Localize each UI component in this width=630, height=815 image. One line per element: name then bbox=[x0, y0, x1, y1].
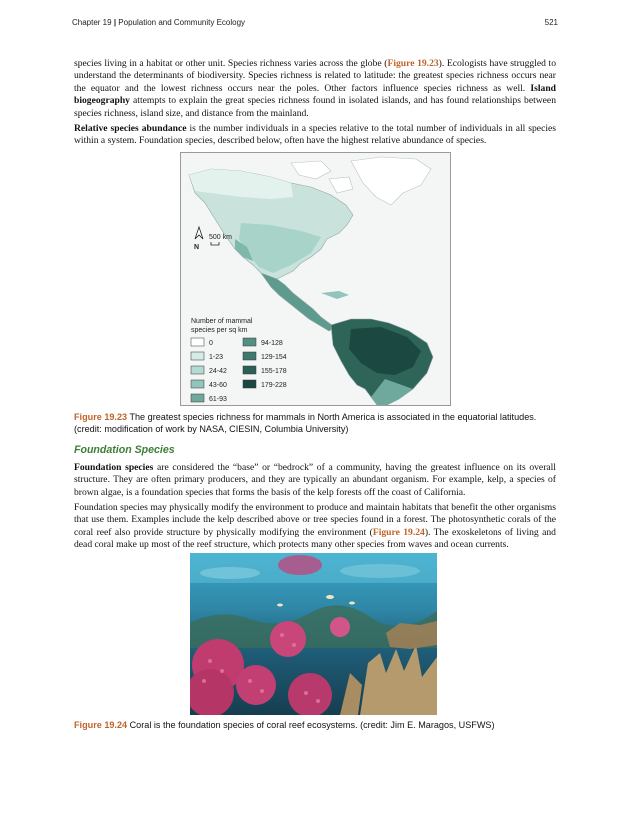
para4-text-2: ). The exoskeletons of living and dead coral make up most of the reef structure, which protects many other species from waves and ocean currents. bbox=[74, 526, 556, 551]
legend-label: 129-154 bbox=[261, 354, 287, 361]
figure-caption-19-24 bbox=[74, 719, 558, 731]
coral-reef-image bbox=[190, 553, 437, 715]
para2-text-1: is the number individuals in a species relative to the total number of individuals in all species within a system. Foundation species, described below, often have the highest relative abundance of species. bbox=[74, 123, 556, 147]
figure-coral-reef-photo bbox=[190, 553, 437, 715]
para1-text-1: species living in a habitat or other unit. Species richness varies across the globe ( bbox=[74, 58, 388, 69]
legend-swatch bbox=[243, 338, 256, 346]
legend-label: 94-128 bbox=[261, 340, 283, 347]
para1-text-3: attempts to explain the great species richness found in isolated islands, and has found relationships between species richness, island size, and distance from the mainland. bbox=[74, 95, 556, 119]
caption-label: Figure 19.23 bbox=[74, 412, 128, 422]
figure-link-19-24[interactable]: Figure 19.24 bbox=[372, 526, 425, 538]
legend-label: 155-178 bbox=[261, 368, 287, 375]
legend-swatch bbox=[191, 338, 204, 346]
caption-label: Figure 19.24 bbox=[74, 720, 128, 730]
legend-swatch bbox=[243, 366, 256, 374]
legend-swatch bbox=[243, 352, 256, 360]
figure-caption-19-23 bbox=[74, 411, 558, 435]
caption-text: Coral is the foundation species of coral reef ecosystems. (credit: Jim E. Maragos, USFWS) bbox=[127, 720, 495, 730]
paragraph-habitat-modification bbox=[74, 502, 556, 552]
header-separator: | bbox=[113, 18, 117, 27]
legend-label: 0 bbox=[209, 340, 213, 347]
legend-swatch bbox=[191, 380, 204, 388]
legend-label: 24-42 bbox=[209, 368, 227, 375]
para1-text-2: ). Ecologists have struggled to understand the determinants of biodiversity. Species richness is related to latitude: the greatest species richness occurs near the equator and the lowest richness occurs near the poles. Other factors influence species richness as well. bbox=[74, 58, 556, 94]
paragraph-species-richness bbox=[74, 58, 556, 120]
legend-label: 61-93 bbox=[209, 396, 227, 403]
legend-swatch bbox=[243, 380, 256, 388]
legend-swatch bbox=[191, 352, 204, 360]
paragraph-relative-abundance bbox=[74, 123, 556, 148]
figure-link-19-23[interactable]: Figure 19.23 bbox=[387, 58, 439, 69]
legend-swatch bbox=[191, 394, 204, 402]
legend-label: 179-228 bbox=[261, 382, 287, 389]
header-chapter-prefix: Chapter 19 bbox=[72, 18, 114, 27]
term-island-biogeography: Island biogeography bbox=[74, 82, 556, 107]
caption-text: The greatest species richness for mammals in North America is associated in the equatorial latitudes. (credit: modification of work by NASA, CIESIN, Columbia University) bbox=[74, 412, 537, 434]
term-foundation-species: Foundation species bbox=[74, 462, 154, 473]
term-relative-species-abundance: Relative species abundance bbox=[74, 123, 187, 134]
north-label: N bbox=[194, 244, 200, 251]
paragraph-foundation-species bbox=[74, 462, 556, 499]
page-number: 521 bbox=[544, 18, 558, 27]
header-chapter-title: Population and Community Ecology bbox=[116, 18, 246, 27]
figure-mammal-richness-map bbox=[180, 152, 451, 406]
americas-map bbox=[181, 153, 450, 405]
legend-label: 1-23 bbox=[209, 354, 224, 361]
legend-title-line-2: species per sq km bbox=[191, 327, 248, 334]
legend-swatch bbox=[191, 366, 204, 374]
legend-title-line-1: Number of mammal bbox=[191, 318, 253, 325]
para4-text-1: Foundation species may physically modify the environment to produce and maintain habitats that benefit the other organisms that use them. Examples include the kelp described above or tree species found in a forest. The photosynthetic corals of the coral reef also provide structure by physically modifying the environment ( bbox=[74, 502, 556, 538]
running-header bbox=[72, 18, 245, 27]
section-heading: Foundation Species bbox=[74, 444, 175, 456]
para3-text-1: are considered the “base” or “bedrock” of a community, having the greatest influence on its overall structure. They are often primary producers, and they are typically an abundant organism. For example, kelp, a species of brown algae, is a foundation species that forms the basis of the kelp forests off the coast of California. bbox=[74, 462, 556, 498]
legend-label: 43-60 bbox=[209, 382, 227, 389]
scale-label: 500 km bbox=[209, 234, 232, 241]
